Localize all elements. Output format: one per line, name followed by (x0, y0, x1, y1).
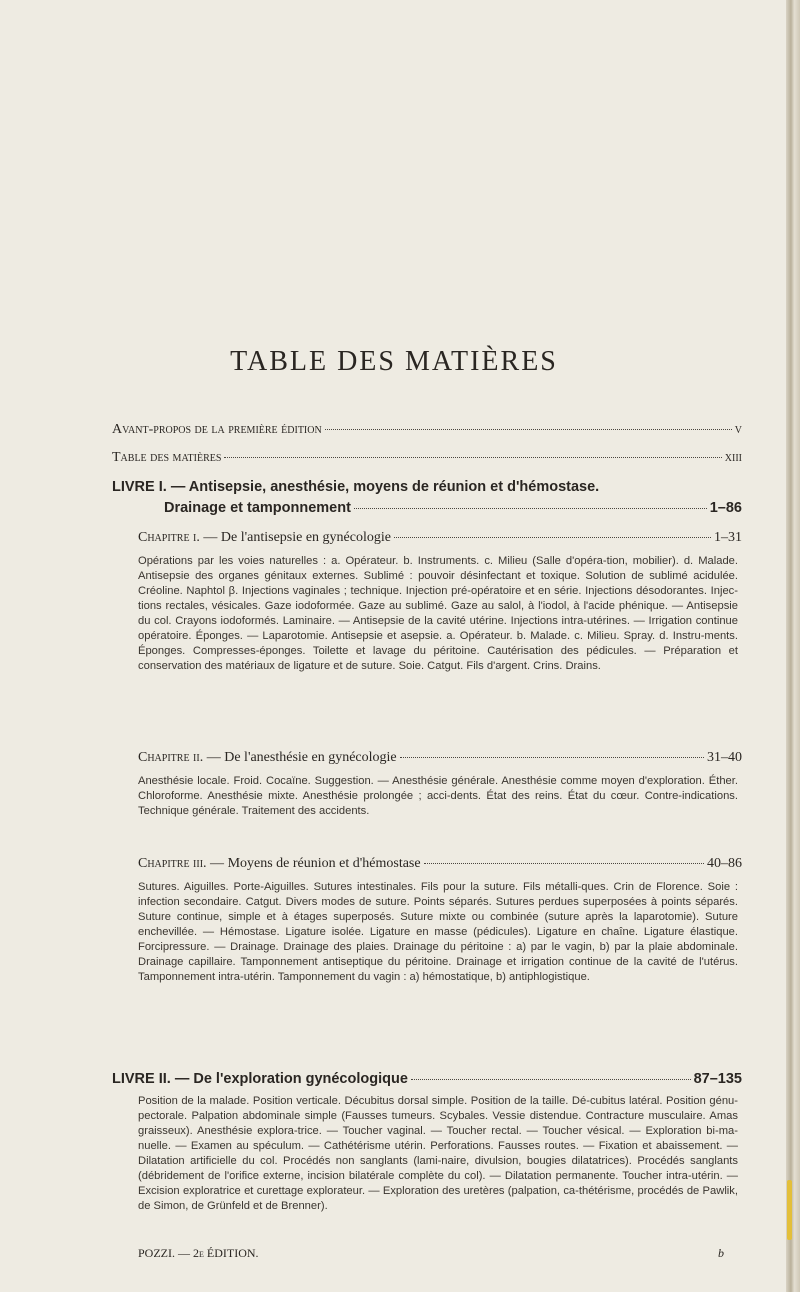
leader-dots (224, 457, 721, 458)
toc-entry-livre-2[interactable] (112, 1071, 742, 1087)
toc-entry-avant-propos[interactable] (112, 422, 742, 438)
toc-label: Avant-propos de la première édition (112, 422, 322, 437)
footer-signature: POZZI. — 2e ÉDITION. (138, 1246, 259, 1260)
toc-label: Table des matières (112, 450, 222, 465)
toc-page: v (734, 422, 742, 437)
paper-stain (787, 1180, 792, 1240)
chapter-number: Chapitre ii. — (138, 750, 221, 765)
leader-dots (325, 429, 732, 430)
leader-dots (411, 1079, 691, 1080)
toc-page: 1–86 (709, 500, 742, 516)
toc-entry-chapitre-2[interactable] (138, 750, 742, 766)
page-edge (786, 0, 800, 1292)
toc-label: Drainage et tamponnement (164, 500, 351, 516)
chapter-title: De l'anesthésie en gynécologie (224, 750, 397, 765)
page-title: TABLE DES MATIÈRES (230, 346, 558, 377)
leader-dots (354, 508, 707, 509)
toc-entry-table[interactable] (112, 450, 742, 466)
toc-entry-chapitre-1[interactable] (138, 530, 742, 546)
toc-entry-livre-1[interactable] (164, 500, 742, 516)
chapter-1-summary: Opérations par les voies naturelles : a. Opérateur. b. Instruments. c. Milieu (Salle d'opéra-tion, mobilier). d. Malade. Antisepsie des organes génitaux externes. Sublimé : pouvoir désinfectant et toxique. Solution de sublimé acidulée. Créoline. Naphtol β. Injections vaginales ; technique. Injection pré-opératoire et en série. Injections désodorantes. Injec-tions rectales, vésicales. Gaze iodoformée. Gaze au sublimé. Gaze au salol, à l'iodol, à l'acide phénique. — Antisepsie du col. Crayons iodoformés. Laminaire. — Antisepsie de la cavité utérine. Injections intra-utérines. — Irrigation continue opératoire. Éponges. — Laparotomie. Antisepsie et asepsie. a. Opérateur. b. Malade. c. Milieu. Spray. d. Instru-ments. Éponges. Compresses-éponges. Toilette et lavage du péritoine. Cautérisation des pédicules. — Préparation et conservation des matériaux de ligature et de suture. Soie. Catgut. Fils d'argent. Crins. Drains. (138, 555, 738, 672)
chapter-title: Moyens de réunion et d'hémostase (227, 856, 421, 871)
footer-gathering-mark: b (718, 1246, 724, 1260)
leader-dots (400, 757, 704, 758)
toc-page: 31–40 (707, 750, 742, 765)
toc-page: 87–135 (693, 1071, 742, 1087)
page-footer (138, 1246, 738, 1261)
chapter-title: De l'antisepsie en gynécologie (220, 530, 391, 545)
chapter-number: Chapitre iii. — (138, 856, 225, 871)
leader-dots (424, 863, 704, 864)
leader-dots (394, 537, 711, 538)
toc-page: 40–86 (707, 856, 742, 871)
toc-entry-chapitre-3[interactable] (138, 856, 742, 872)
toc-label: LIVRE II. — De l'exploration gynécologique (112, 1071, 408, 1087)
livre-2-summary: Position de la malade. Position verticale. Décubitus dorsal simple. Position de la taille. Dé-cubitus latéral. Position génu-pectorale. Palpation abdominale simple (Fausses tumeurs. Scybales. Vessie distendue. Contracture musculaire. Amas graisseux). Anesthésie explora-trice. — Toucher vaginal. — Toucher rectal. — Toucher vésical. — Exploration bi-ma-nuelle. — Examen au spéculum. — Cathétérisme utérin. Perforations. Fausses routes. — Fixation et abaissement. — Dilatation artificielle du col. Procédés non sanglants (lami-naire, divulsion, bougies dilatatrices). Procédés sanglants (débridement de l'orifice externe, incision bilatérale complète du col). — Dilatation permanente. Toucher intra-utérin. — Excision exploratrice et curettage explorateur. — Exploration des uretères (palpation, ca-thétérisme, procédés de Pawlik, de Simon, de Grünfeld et de Brenner). (138, 1095, 738, 1212)
toc-page: 1–31 (714, 530, 742, 545)
chapter-number: Chapitre i. — (138, 530, 218, 545)
toc-page: xiii (724, 450, 742, 465)
livre-1-heading: LIVRE I. — Antisepsie, anesthésie, moyens de réunion et d'hémostase. (112, 479, 600, 495)
chapter-2-summary: Anesthésie locale. Froid. Cocaïne. Suggestion. — Anesthésie générale. Anesthésie comme moyen d'exploration. Éther. Chloroforme. Anesthésie mixte. Anesthésie prolongée ; acci-dents. État des reins. État du cœur. Contre-indications. Technique générale. Traitement des accidents. (138, 775, 738, 817)
chapter-3-summary: Sutures. Aiguilles. Porte-Aiguilles. Sutures intestinales. Fils pour la suture. Fils métalli-ques. Crin de Florence. Soie : infection secondaire. Catgut. Divers modes de suture. Points séparés. Sutures perdues superposées à points séparés. Suture continue, simple et à étages superposés. Suture mixte ou combinée (suture après la laparotomie). Suture enchevillée. — Hémostase. Ligature isolée. Ligature en masse (pédicules). Ligature en chaîne. Ligature élastique. Forcipressure. — Drainage. Drainage des plaies. Drainage du péritoine : a) par le vagin, b) par la plaie abdominale. Drainage capillaire. Tamponnement antiseptique du péritoine. Drainage et irrigation continue de la cavité de l'utérus. Tamponnement intra-utérin. Tamponnement du vagin : a) hémostatique, b) antiphlogistique. (138, 881, 738, 983)
